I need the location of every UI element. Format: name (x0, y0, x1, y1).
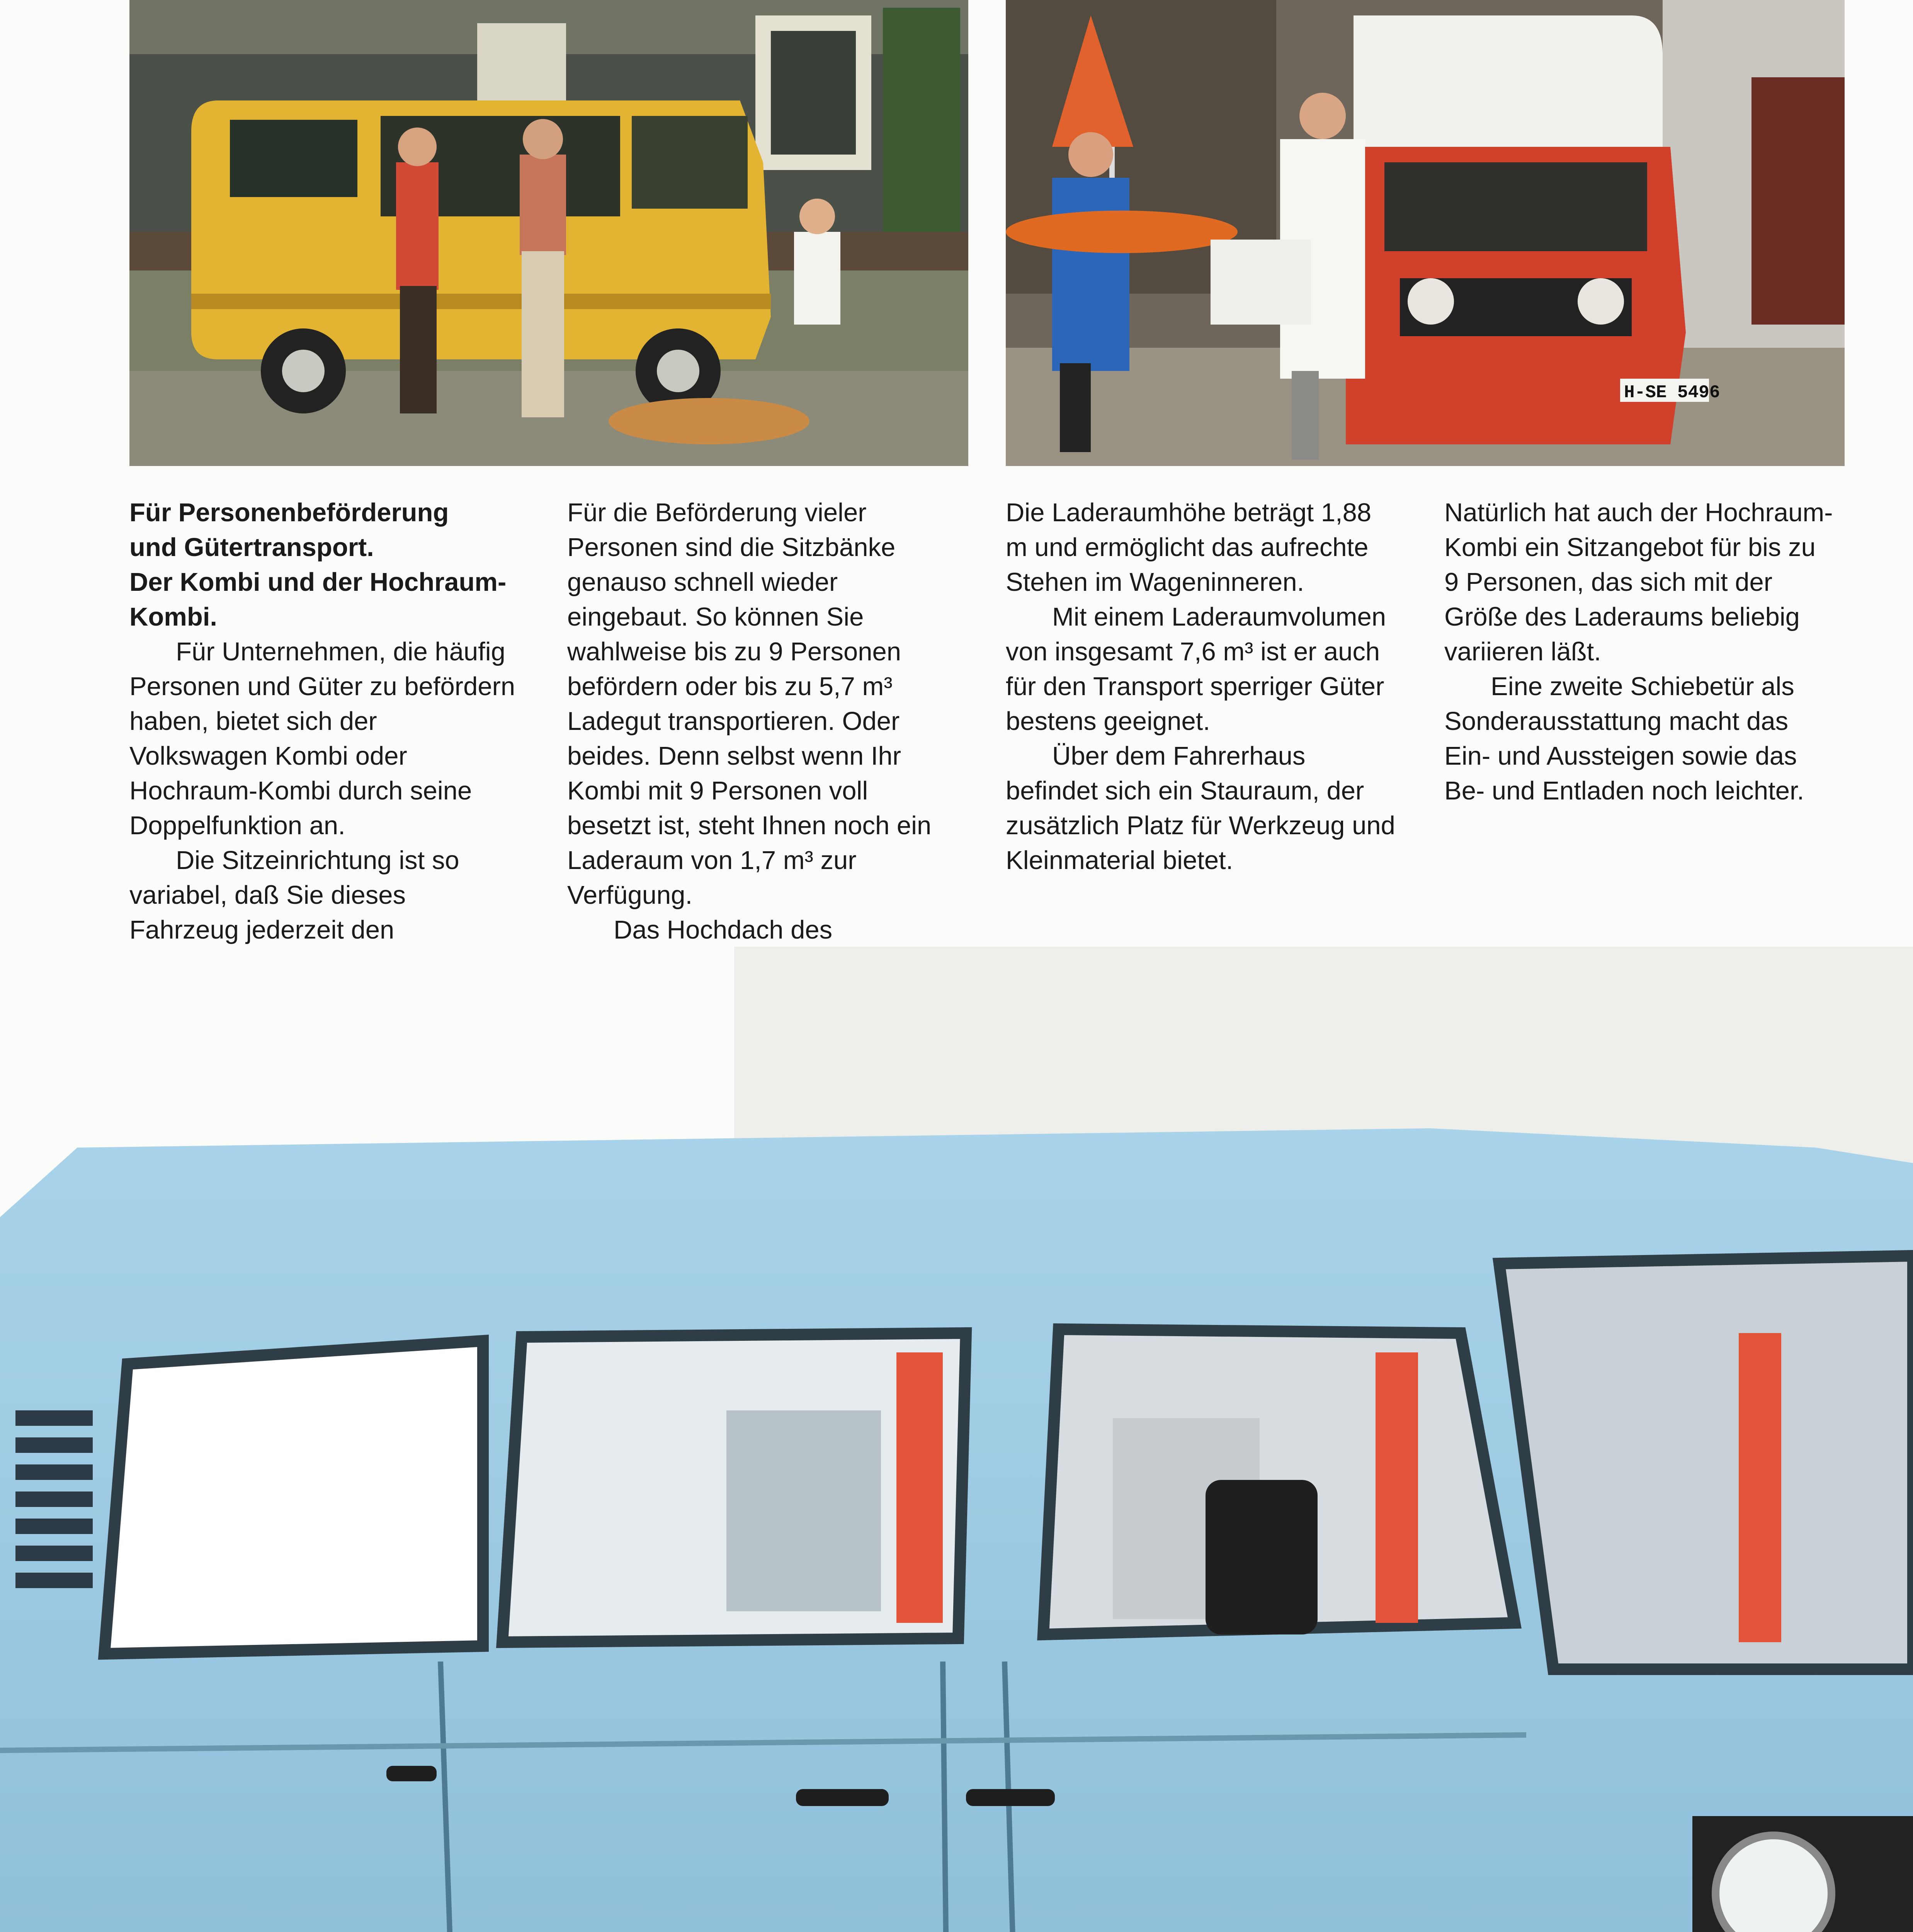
section-heading (129, 495, 520, 634)
text-column-4 (1444, 495, 1835, 808)
heading-line: Kombi. (129, 602, 218, 631)
heading-line: Für Personenbeförderung (129, 498, 449, 527)
paragraph: Für Unternehmen, die häufig Personen und Güter zu befördern haben, bietet sich der Volkswagen Kombi oder Hochraum-Kombi durch seine Doppelfunktion an. (129, 637, 515, 840)
paragraph: Natürlich hat auch der Hochraum-Kombi ein Sitzangebot für bis zu 9 Personen, das sich mit der Größe des Laderaums beliebig variieren läßt. (1444, 498, 1833, 666)
heading-line: Der Kombi und der Hochraum- (129, 568, 507, 597)
paragraph: Für die Beförderung vieler Personen sind die Sitzbänke genauso schnell wieder eingebaut. So können Sie wahlweise bis zu 9 Personen befördern oder bis zu 5,7 m³ Ladegut transportieren. Oder beides. Denn selbst wenn Ihr Kombi mit 9 Personen voll besetzt ist, steht Ihnen noch ein Laderaum von 1,7 m³ zur Verfügung. (567, 498, 932, 910)
photo-red-hochraum-kombi (1006, 0, 1845, 466)
paragraph: Mit einem Laderaumvolumen von insgesamt 7,6 m³ ist er auch für den Transport sperriger Güter bestens geeignet. (1006, 602, 1386, 736)
heading-line: und Gütertransport. (129, 533, 374, 562)
text-column-2 (567, 495, 957, 1017)
plate-red-van: H-SE 5496 (1624, 383, 1720, 403)
photo-blue-kombi (0, 947, 1913, 1932)
paragraph: Eine zweite Schiebetür als Sonderausstattung macht das Ein- und Aussteigen sowie das Be- und Entladen noch leichter. (1444, 672, 1804, 805)
paragraph: Die Laderaumhöhe beträgt 1,88 m und ermöglicht das aufrechte Stehen im Wageninneren. (1006, 498, 1372, 597)
text-column-3 (1006, 495, 1396, 878)
photo-yellow-kombi-family (129, 0, 968, 466)
paragraph: Das Hochdach des (614, 915, 833, 944)
paragraph: Die Sitzeinrichtung ist so variabel, daß Sie dieses Fahrzeug jederzeit den (129, 846, 459, 944)
paragraph: Über dem Fahrerhaus befindet sich ein Stauraum, der zusätzlich Platz für Werkzeug und Kleinmaterial bietet. (1006, 742, 1395, 875)
